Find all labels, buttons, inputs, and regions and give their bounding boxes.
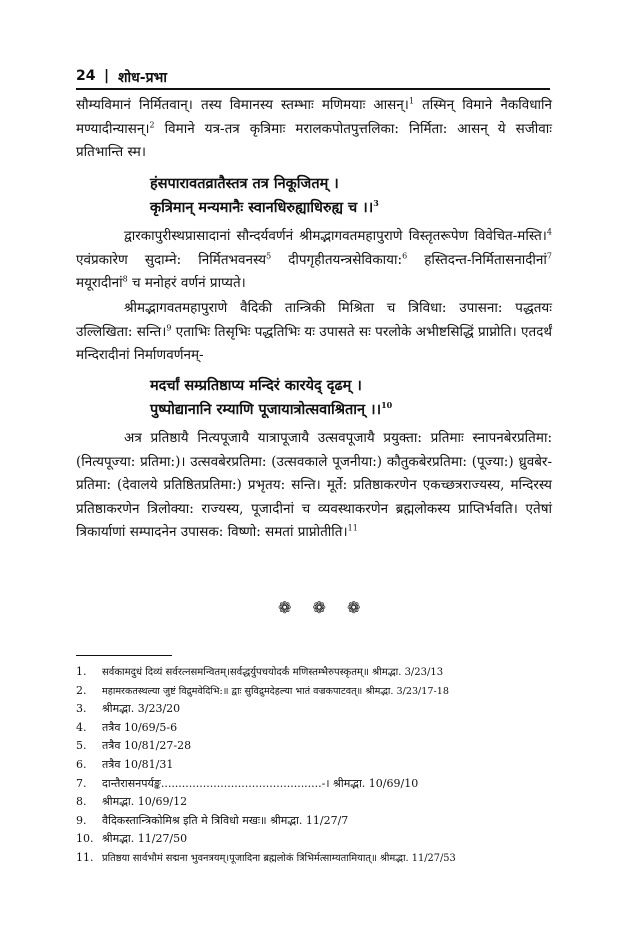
- footnote-7: [76, 775, 554, 794]
- p3-text-a: श्रीमद्भागवतमहापुराणे वैदिकी तान्त्रिकी मिश्रिता च त्रिविधा: उपासना: पद्धतयः उल्लिखिता: सन्ति।: [76, 300, 552, 340]
- verse-1-line-2: [150, 196, 379, 220]
- footnote-ref-2: 2: [149, 120, 155, 129]
- verse-1-line-1: हंसपारावतव्रातैस्तत्र तत्र निकूजितम् ।: [150, 175, 339, 192]
- paragraph-2: [76, 225, 552, 296]
- p1-text-b: तस्मिन् विमाने नैकविधानि मण्यादीन्यासन्।: [76, 97, 552, 137]
- footnote-number: 2.: [76, 683, 87, 697]
- footnote-ref-11: 11: [347, 523, 358, 533]
- p2-text-e: मयूरादीनां: [76, 275, 123, 291]
- verse-2: [150, 374, 392, 422]
- verse-1: [150, 172, 379, 220]
- footnote-text: दान्तैरासनपर्यङ्क..............................................-। श्रीमद्भा. 10/69/10: [102, 776, 419, 790]
- footnote-text: श्रीमद्भा. 3/23/20: [102, 702, 181, 716]
- footnote-3: [76, 700, 554, 719]
- p2-text-b: एवंप्रकारेण सुदाम्ने: निर्मितभवनस्य: [76, 251, 267, 268]
- footnote-ref-6: 6: [402, 251, 408, 260]
- verse-2-line-2-text: पुष्पोद्यानानि रम्याणि पूजायात्रोत्सवाश्रितान् ।।: [150, 401, 382, 418]
- section-ornament: ❁ ❁ ❁: [278, 598, 369, 617]
- footnote-number: 5.: [76, 739, 87, 753]
- footnote-text: श्रीमद्भा. 11/27/50: [102, 832, 188, 846]
- p2-text-a: द्वारकापुरीस्थप्रासादानां सौन्दर्यवर्णनं श्रीमद्भागवतमहापुराणे विस्तृतरूपेण विवेचित-मस्ति।: [124, 228, 547, 244]
- running-header: [76, 66, 550, 88]
- footnote-5: [76, 737, 554, 756]
- page-number: 24: [76, 68, 96, 84]
- header-separator: |: [104, 68, 110, 84]
- footnote-text: वैदिकस्तान्त्रिकोमिश्र इति मे त्रिविधो मखः॥ श्रीमद्भा. 11/27/7: [102, 813, 349, 827]
- footnote-ref-9: 9: [166, 323, 172, 332]
- header-rule: [76, 88, 550, 90]
- paragraph-1: [76, 94, 552, 165]
- footnote-number: 10.: [76, 832, 94, 846]
- p2-text-c: दीपगृहीतयन्त्रसेविकाया:: [271, 251, 403, 268]
- footnote-number: 3.: [76, 702, 87, 716]
- footnote-text: प्रतिष्ठया सार्वभौमं सद्मना भुवनत्रयम्।पूजादिना ब्रह्मलोकं त्रिभिर्मत्साम्यतामियात्॥ श्रीमद्भा. 11/27/53: [102, 852, 456, 864]
- footnote-text: तत्रैव 10/81/27-28: [102, 739, 192, 753]
- footnote-6: [76, 756, 554, 775]
- footnote-number: 11.: [76, 850, 94, 864]
- journal-title: शोध-प्रभा: [118, 70, 168, 86]
- footnote-4: [76, 719, 554, 738]
- footnote-text: सर्वकामदुधं दिव्यं सर्वरत्नसमन्वितम्।सर्वद्धर्युपचयोदर्कं मणिस्तम्भैरुपस्कृतम्॥ श्रीमद्भा. 3/23/13: [102, 667, 444, 678]
- footnote-text: महामरकतस्थल्या जुष्टं विद्रुमवेदिभि:॥ द्वाः सुविद्रुमदेहल्या भातं वज्रकपाटवत्॥ श्रीमद्भा. 3/23/17-18: [102, 685, 449, 697]
- footnote-ref-3: 3: [373, 198, 379, 209]
- footnote-rule: [76, 655, 172, 656]
- verse-1-line-2-text: कृत्रिमान् मन्यमानैः स्वानधिरुह्याधिरुह्य च ।।: [150, 199, 374, 216]
- footnote-number: 7.: [76, 776, 87, 790]
- p2-text-f: च मनोहरं वर्णनं प्राप्यते।: [127, 275, 246, 291]
- footnote-ref-4: 4: [546, 227, 552, 237]
- footnote-10: [76, 830, 554, 849]
- footnote-ref-10: 10: [381, 400, 393, 411]
- footnote-number: 6.: [76, 757, 87, 771]
- footnote-9: [76, 812, 554, 831]
- footnote-ref-1: 1: [408, 96, 415, 106]
- p1-text-c: विमाने यत्र-तत्र कृत्रिमाः मरालकपोतपुत्तलिका: निर्मिता: आसन् ये सजीवाः प्रतिभान्ति स्म।: [76, 120, 552, 160]
- footnote-8: [76, 793, 554, 812]
- paragraph-4: [76, 427, 552, 545]
- verse-2-line-2: [150, 398, 392, 422]
- footnote-ref-5: 5: [266, 251, 272, 260]
- footnote-number: 9.: [76, 813, 87, 827]
- paragraph-3: [76, 297, 552, 368]
- footnote-ref-8: 8: [122, 274, 128, 284]
- footnote-text: तत्रैव 10/69/5-6: [102, 720, 178, 734]
- footnote-number: 1.: [76, 665, 87, 678]
- footnote-11: [76, 849, 554, 868]
- p4-text: अत्र प्रतिष्ठायै नित्यपूजायै यात्रापूजायै उत्सवपूजायै प्रयुक्ता: प्रतिमाः स्नापनबेरप्रतिमा: (नित्यपूज्या: प्रतिमा:)। उत्सवबेरप्रतिमा: (उत्सवकाले पूजनीया:) कौतुकबेरप्रतिमा: (पूज्या:) ध्रुवबेर- प्रतिमा: (देवालये प्रतिष्ठितप्रतिमा:) प्रभृतय: सन्ति। मूर्ते: प्रतिष्ठाकरणेन एकच्छत्रराज्यस्य, मन्दिरस्य प्रतिष्ठाकरणेन त्रिलोक्या: राज्यस्य, पूजादीनां च व्यवस्थाकरणेन ब्रह्मलोकस्य प्राप्तिर्भवति। एतेषां त्रिकार्याणां सम्पादनेन उपासक: विष्णो: समतां प्राप्नोतीति।: [76, 430, 552, 540]
- footnote-text: तत्रैव 10/81/31: [102, 757, 174, 771]
- footnote-number: 8.: [76, 795, 87, 809]
- verse-2-line-1: मदर्चां सम्प्रतिष्ठाप्य मन्दिरं कारयेद् दृढम् ।: [150, 377, 362, 394]
- footnote-text: श्रीमद्भा. 10/69/12: [102, 795, 188, 809]
- p3-text-b: एताभिः तिसृभिः पद्धतिभिः यः उपासते सः परलोके अभीष्टसिद्धिं प्राप्नोति। एतदर्थं मन्दिरादीनां निर्माणवर्णनम्-: [76, 323, 552, 363]
- p2-text-d: हस्तिदन्त-निर्मितासनादीनां: [407, 251, 547, 268]
- footnotes-list: [76, 663, 554, 868]
- p1-text-a: सौम्यविमानं निर्मितवान्। तस्य विमानस्य स्तम्भाः मणिमयाः आसन्।: [76, 97, 409, 113]
- footnote-number: 4.: [76, 720, 87, 734]
- footnote-1: [76, 663, 554, 682]
- footnote-2: [76, 682, 554, 701]
- footnote-ref-7: 7: [546, 251, 553, 260]
